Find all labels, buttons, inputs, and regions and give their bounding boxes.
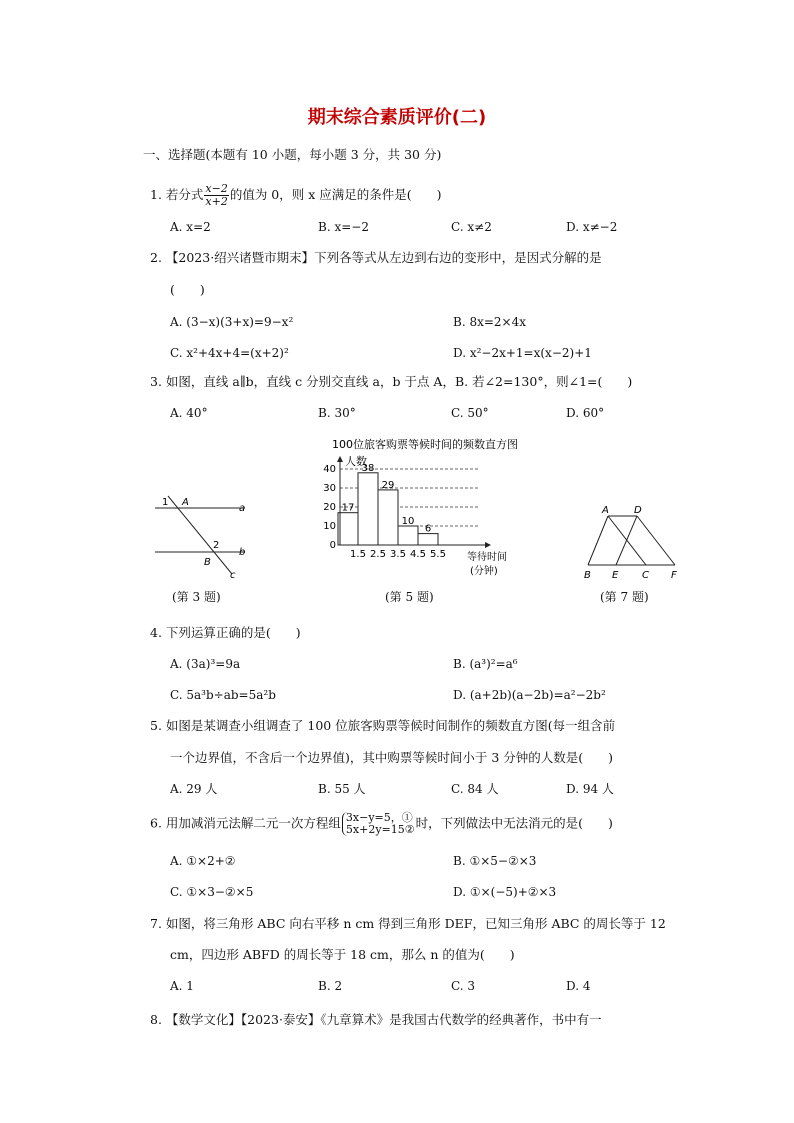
q6-option-d[interactable]: D. ①×(−5)+②×3 [453,885,557,899]
q5-option-c[interactable]: C. 84 人 [451,782,499,796]
question-7-line-2: cm，四边形 ABFD 的周长等于 18 cm，那么 n 的值为( ) [170,947,515,962]
q4-option-a[interactable]: A. (3a)³=9a [170,657,241,671]
histogram-bar [418,534,438,545]
q4-option-b[interactable]: B. (a³)²=a⁶ [453,657,518,671]
label-point-a: A [182,497,189,508]
section-heading: 一、选择题(本题有 10 小题，每小题 3 分，共 30 分) [143,147,442,162]
chart-title: 100位旅客购票等候时间的频数直方图 [332,438,518,451]
q7-option-d[interactable]: D. 4 [566,979,591,993]
q6-equation-system [342,812,415,836]
bar-value-label: 6 [424,523,432,535]
q1-text-pre: 1. 若分式 [150,187,204,202]
x-tick-label: 2.5 [370,549,386,560]
label-b: B [584,570,591,581]
q1-option-d[interactable]: D. x≠−2 [566,220,618,234]
q3-option-a[interactable]: A. 40° [170,406,208,420]
y-tick-label: 10 [323,521,336,532]
x-tick-label: 1.5 [350,549,366,560]
question-5-line-1: 5. 如图是某调查小组调查了 100 位旅客购票等候时间制作的频数直方图(每一组含前 [150,718,616,733]
page-title: 期末综合素质评价(二) [307,107,487,128]
q6-option-c[interactable]: C. ①×3−②×5 [170,885,254,899]
q1-denominator: x+2 [205,195,228,208]
y-tick-label: 30 [323,483,336,494]
q2-option-c[interactable]: C. x²+4x+4=(x+2)² [170,346,289,360]
q6-equation-1: 3x−y=5，① [345,811,413,824]
label-e: E [612,570,619,581]
x-tick-label: 5.5 [430,549,446,560]
bar-value-label: 29 [381,479,395,491]
q6-equation-2: 5x+2y=15② [345,823,415,836]
caption-q7: (第 7 题) [600,590,649,604]
q2-option-d[interactable]: D. x²−2x+1=x(x−2)+1 [453,346,592,360]
histogram-bar [338,513,358,545]
q6-option-b[interactable]: B. ①×5−②×3 [453,854,537,868]
q3-option-c[interactable]: C. 50° [451,406,489,420]
label-a: A [602,505,609,516]
x-axis-label: 等待时间 [467,552,507,563]
q7-option-c[interactable]: C. 3 [451,979,476,993]
y-axis-label: 人数 [345,455,367,468]
figure-q7 [578,500,683,585]
label-point-b: B [204,557,211,568]
x-axis-unit: (分钟) [470,566,498,577]
q1-option-c[interactable]: C. x≠2 [451,220,492,234]
q1-fraction [204,183,228,208]
label-d: D [634,505,642,516]
label-c: C [642,570,649,581]
x-tick-label: 4.5 [410,549,426,560]
label-f: F [671,570,677,581]
label-line-c: c [230,570,236,581]
y-axis-arrow [337,456,343,462]
q5-option-b[interactable]: B. 55 人 [318,782,366,796]
q5-option-d[interactable]: D. 94 人 [566,782,614,796]
y-tick-label: 0 [329,540,336,551]
question-5-line-2: 一个边界值，不含后一个边界值)，其中购票等候时间小于 3 分钟的人数是( ) [170,750,614,765]
figure-q5-histogram [305,432,545,582]
x-tick-label: 3.5 [390,549,406,560]
question-1 [150,183,442,208]
q4-option-c[interactable]: C. 5a³b÷ab=5a²b [170,688,276,702]
bar-value-label: 10 [401,516,415,527]
q1-option-b[interactable]: B. x=−2 [318,220,369,234]
segment-de [616,516,637,565]
q4-option-d[interactable]: D. (a+2b)(a−2b)=a²−2b² [453,688,606,702]
segment-ab [588,516,608,565]
figure-q3 [140,490,260,585]
y-tick-label: 20 [323,502,336,513]
q1-option-a[interactable]: A. x=2 [170,220,211,234]
label-angle-1: 1 [162,497,169,508]
q2-answer-paren: ( ) [170,282,205,297]
caption-q5: (第 5 题) [385,590,434,604]
x-axis-arrow [485,542,491,548]
q6-option-a[interactable]: A. ①×2+② [170,854,236,868]
question-7-line-1: 7. 如图，将三角形 ABC 向右平移 n cm 得到三角形 DEF，已知三角形 ABC 的周长等于 12 [150,916,666,931]
q6-text-post: 时，下列做法中无法消元的是( ) [415,815,613,831]
q1-text-post: 的值为 0，则 x 应满足的条件是( ) [229,187,442,202]
bar-value-label: 38 [361,462,375,474]
label-line-b: b [239,547,246,558]
segment-df [637,516,675,565]
caption-q3: (第 3 题) [172,590,221,604]
q5-option-a[interactable]: A. 29 人 [170,782,218,796]
q3-option-b[interactable]: B. 30° [318,406,356,420]
question-4: 4. 下列运算正确的是( ) [150,625,301,640]
label-line-a: a [239,503,246,514]
q3-option-d[interactable]: D. 60° [566,406,605,420]
y-tick-label: 40 [323,464,336,475]
histogram-bar [358,473,378,545]
histogram-bar [398,526,418,545]
label-angle-2: 2 [213,540,220,551]
q2-option-b[interactable]: B. 8x=2×4x [453,315,526,329]
question-2: 2. 【2023·绍兴诸暨市期末】下列各等式从左边到右边的变形中，是因式分解的是 [150,250,602,265]
q2-option-a[interactable]: A. (3−x)(3+x)=9−x² [170,315,294,329]
histogram-bar [378,490,398,545]
question-6 [150,812,613,836]
question-8: 8. 【数学文化】【2023·泰安】《九章算术》是我国古代数学的经典著作，书中有一 [150,1012,602,1027]
q1-numerator: x−2 [205,182,228,195]
q7-option-b[interactable]: B. 2 [318,979,343,993]
bar-value-label: 17 [341,502,355,514]
question-3: 3. 如图，直线 a∥b，直线 c 分别交直线 a，b 于点 A，B. 若∠2=130°，则∠1=( ) [150,374,633,389]
q6-text-pre: 6. 用加减消元法解二元一次方程组 [150,815,341,831]
q7-option-a[interactable]: A. 1 [170,979,194,993]
